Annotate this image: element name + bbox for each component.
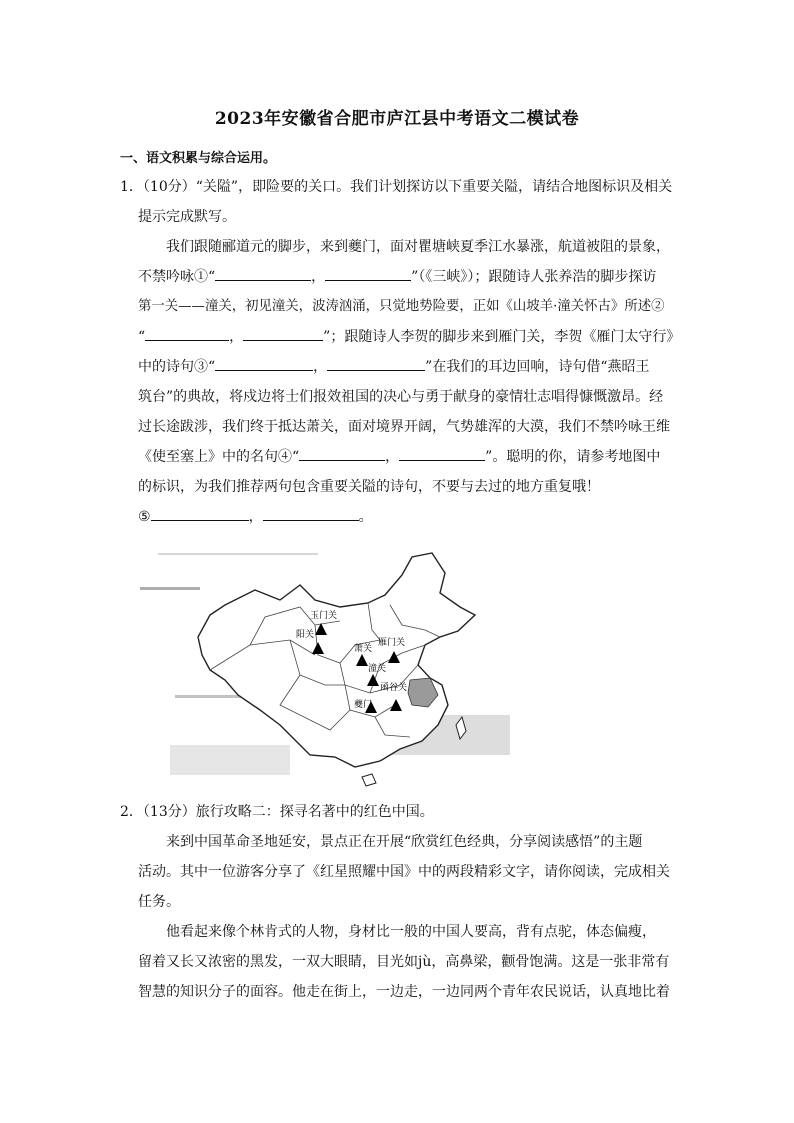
- q1-text-3: 第一关——潼关，初见潼关，波涛汹涌，只觉地势险要，正如《山坡羊·潼关怀古》所述②: [138, 299, 665, 314]
- q1-p8b: ，: [385, 449, 400, 465]
- q1-text-8: [138, 442, 680, 472]
- label-yumenguan: 玉门关: [310, 611, 338, 621]
- blank-3a[interactable]: [215, 356, 313, 371]
- q1-text-7: 过长途跋涉，我们终于抵达萧关，面对境界开阔，气势雄浑的大漠，我们不禁吟咏王维: [138, 419, 670, 435]
- blank-5a[interactable]: [151, 506, 249, 521]
- q1-text-10: [138, 502, 680, 532]
- q1-p8c: ”。聪明的你，请参考地图中: [485, 449, 661, 465]
- label-tongguan: 潼关: [368, 664, 387, 674]
- q1-p10b: ，: [248, 509, 263, 525]
- blank-5b[interactable]: [263, 506, 359, 521]
- blank-2a[interactable]: [145, 326, 229, 341]
- label-kuimen: 夔门: [354, 700, 373, 710]
- q1-text-5: [138, 352, 680, 382]
- q1-p5c: ”在我们的耳边回响，诗句借“燕昭王: [425, 359, 650, 375]
- q1-p4a: “: [138, 329, 146, 345]
- q1-text-1: 我们跟随郦道元的脚步，来到夔门，面对瞿塘峡夏季江水暴涨，航道被阻的景象，: [166, 239, 670, 255]
- q1-p10c: 。: [358, 509, 373, 525]
- q2-line-1: [120, 797, 680, 827]
- q2-text-6: 智慧的知识分子的面容。他走在街上，一边走，一边同两个青年农民说话，认真地比着: [138, 984, 670, 1000]
- q2-number: 2．: [120, 804, 143, 820]
- q1-line-1: [120, 172, 680, 202]
- q1-score: （10分）: [142, 179, 196, 195]
- q1-intro-a: “关隘”，即险要的关口。我们计划探访以下重要关隘，请结合地图标识及相关: [195, 179, 673, 195]
- label-hanguguan: 函谷关: [380, 683, 408, 693]
- blank-2b[interactable]: [243, 326, 323, 341]
- q2-score: （13分）: [142, 804, 196, 820]
- blank-4a[interactable]: [299, 446, 385, 461]
- q1-text-9: 的标识，为我们推荐两句包含重要关隘的诗句，不要与去过的地方重复哦！: [138, 479, 600, 495]
- q1-p10a: ⑤: [138, 509, 151, 525]
- label-xiaoguan: 萧关: [354, 644, 373, 654]
- question-2: [120, 797, 680, 1007]
- label-yangguan: 阳关: [296, 630, 315, 640]
- q1-p5b: ，: [313, 359, 328, 375]
- q1-text-2: [138, 262, 680, 292]
- label-yanmenguan: 雁门关: [378, 638, 406, 648]
- q1-p5a: 中的诗句③“: [138, 359, 216, 375]
- q2-text-5: 留着又长又浓密的黑发，一双大眼睛，目光如jù，高鼻梁，颧骨饱满。这是一张非常有: [138, 954, 670, 970]
- q2-text-3: 任务。: [138, 894, 180, 910]
- page-title: 2023年安徽省合肥市庐江县中考语文二模试卷: [214, 109, 580, 129]
- q1-number: 1．: [120, 179, 143, 195]
- q1-p2c: ”（《三峡》）；跟随诗人张养浩的脚步探访: [411, 269, 657, 285]
- q1-text-6: 筑台”的典故，将戍边将士们报效祖国的决心与勇于献身的豪情壮志唱得慷慨激昂。经: [138, 389, 664, 405]
- q2-text-1: 来到中国革命圣地延安，景点正在开展“欣赏红色经典，分享阅读感悟”的主题: [166, 834, 643, 850]
- hainan-island: [362, 774, 376, 786]
- q1-p2b: ，: [311, 269, 326, 285]
- q1-p2a: 不禁吟咏①“: [138, 269, 216, 285]
- question-1: [120, 172, 680, 532]
- q1-p4b: ，: [229, 329, 244, 345]
- section-heading: 一、语文积累与综合运用。: [120, 151, 277, 166]
- q2-text-2: 活动。其中一位游客分享了《红星照耀中国》中的两段精彩文字，请你阅读，完成相关: [138, 864, 670, 880]
- q1-text-4: [138, 322, 680, 352]
- blank-1a[interactable]: [215, 266, 311, 281]
- q1-intro-b: 提示完成默写。: [138, 209, 236, 225]
- china-passes-map: [140, 545, 550, 790]
- q1-p8a: 《使至塞上》中的名句④“: [138, 449, 300, 465]
- q1-p4c: ”；跟随诗人李贺的脚步来到雁门关，李贺《雁门太守行》: [323, 329, 681, 345]
- blank-4b[interactable]: [399, 446, 485, 461]
- q2-intro: 旅行攻略二：探寻名著中的红色中国。: [195, 804, 434, 820]
- blank-3b[interactable]: [327, 356, 425, 371]
- q2-text-4: 他看起来像个林肯式的人物，身材比一般的中国人要高，背有点驼，体态偏瘦，: [166, 924, 656, 940]
- blank-1b[interactable]: [325, 266, 411, 281]
